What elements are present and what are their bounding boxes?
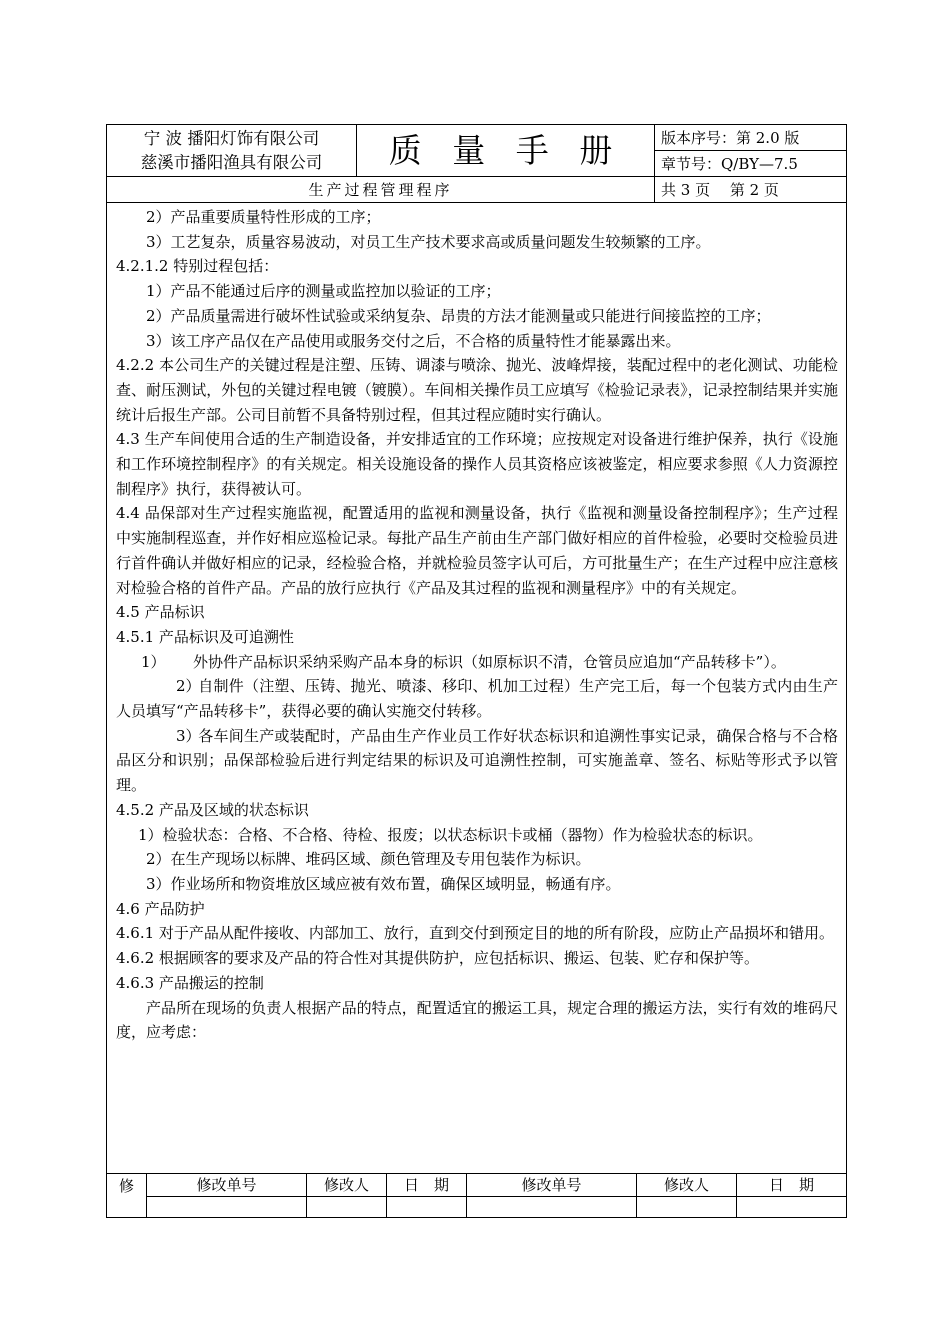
paragraph: 4.3 生产车间使用合适的生产制造设备，并安排适宜的工作环境；应按规定对设备进行维护保养，执行《设施和工作环境控制程序》的有关规定。相关设施设备的操作人员其资格应该被鉴定，相应要求参照《人力资源控制程序》执行，获得被认可。 bbox=[116, 430, 838, 498]
document-page bbox=[106, 124, 847, 1218]
revision-col-reviser-2: 修改人 bbox=[637, 1173, 737, 1197]
list-item bbox=[116, 674, 838, 723]
paragraph: 产品所在现场的负责人根据产品的特点，配置适宜的搬运工具，规定合理的搬运方法，实行有效的堆码尺度，应考虑： bbox=[116, 998, 838, 1042]
section-heading: 4.5.1 产品标识及可追溯性 bbox=[116, 627, 294, 646]
revision-cell bbox=[387, 1197, 467, 1218]
revision-col-date: 日 期 bbox=[387, 1173, 467, 1197]
paragraph: 1）产品不能通过后序的测量或监控加以验证的工序； bbox=[146, 282, 501, 301]
company-names bbox=[107, 125, 357, 177]
section-heading: 4.5.2 产品及区域的状态标识 bbox=[116, 800, 309, 819]
revision-col-order-no-2: 修改单号 bbox=[467, 1173, 637, 1197]
paragraph: 2）产品质量需进行破坏性试验或采纳复杂、昂贵的方法才能测量或只能进行间接监控的工序； bbox=[146, 306, 771, 325]
revision-cell bbox=[637, 1197, 737, 1218]
company-line-1: 宁 波 播阳灯饰有限公司 bbox=[143, 129, 320, 148]
paragraph: 3）该工序产品仅在产品使用或服务交付之后，不合格的质量特性才能暴露出来。 bbox=[146, 331, 681, 350]
paragraph: 3）工艺复杂，质量容易波动，对员工生产技术要求高或质量问题发生较频繁的工序。 bbox=[146, 232, 711, 251]
version-number: 版本序号：第 2.0 版 bbox=[655, 125, 846, 151]
revision-cell bbox=[147, 1197, 307, 1218]
revision-col-reviser: 修改人 bbox=[307, 1173, 387, 1197]
paragraph: 4.6.2 根据顾客的要求及产品的符合性对其提供防护，应包括标识、搬运、包装、贮存和保护等。 bbox=[116, 949, 759, 968]
company-line-2: 慈溪市播阳渔具有限公司 bbox=[140, 153, 323, 172]
list-number: 1） bbox=[141, 652, 166, 671]
section-heading: 4.5 产品标识 bbox=[116, 603, 205, 622]
list-text: 自制件（注塑、压铸、抛光、喷漆、移印、机加工过程）生产完工后，每一个包装方式内由生产人员填写“产品转移卡”，获得必要的确认实施交付转移。 bbox=[116, 677, 838, 721]
chapter-number: 章节号：Q/BY—7.5 bbox=[655, 151, 846, 177]
revision-table bbox=[107, 1173, 846, 1218]
section-heading: 4.2.1.2 特别过程包括： bbox=[116, 257, 279, 276]
paragraph: 4.2.2 本公司生产的关键过程是注塑、压铸、调漆与喷涂、抛光、波峰焊接，装配过程中的老化测试、功能检查、耐压测试，外包的关键过程电镀（镀膜）。车间相关操作员工应填写《检验记录表》，记录控制结果并实施统计后报生产部。公司目前暂不具备特别过程，但其过程应随时实行确认。 bbox=[116, 356, 838, 424]
page-count: 共 3 页 第 2 页 bbox=[655, 177, 846, 203]
list-number: 3） bbox=[176, 726, 201, 745]
procedure-title: 生产过程管理程序 bbox=[107, 177, 655, 203]
paragraph: 2）产品重要质量特性形成的工序； bbox=[146, 208, 381, 226]
header-table bbox=[107, 125, 846, 205]
section-heading: 4.6.3 产品搬运的控制 bbox=[116, 973, 264, 992]
paragraph: 3）作业场所和物资堆放区域应被有效布置，确保区域明显，畅通有序。 bbox=[146, 874, 621, 893]
list-item bbox=[116, 650, 838, 675]
paragraph: 4.4 品保部对生产过程实施监视，配置适用的监视和测量设备，执行《监视和测量设备控制程序》；生产过程中实施制程巡查，并作好相应巡检记录。每批产品生产前由生产部门做好相应的首件检验，必要时交检验员进行首件确认并做好相应的记录，经检验合格，并就检验员签字认可后，方可批量生产；在生产过程中应注意核对检验合格的首件产品。产品的放行应执行《产品及其过程的监视和测量程序》中的有关规定。 bbox=[116, 504, 838, 597]
revision-cell bbox=[307, 1197, 387, 1218]
revision-col-order-no: 修改单号 bbox=[147, 1173, 307, 1197]
paragraph: 2）在生产现场以标牌、堆码区域、颜色管理及专用包装作为标识。 bbox=[146, 850, 591, 869]
list-number: 2） bbox=[176, 677, 201, 696]
document-body bbox=[116, 205, 838, 1045]
revision-col-rev: 修 bbox=[107, 1173, 147, 1218]
paragraph: 1）检验状态：合格、不合格、待检、报废；以状态标识卡或桶（器物）作为检验状态的标识。 bbox=[138, 825, 763, 844]
list-text: 外协件产品标识采纳采购产品本身的标识（如原标识不清，仓管员应追加“产品转移卡”）。 bbox=[193, 652, 786, 671]
revision-cell bbox=[467, 1197, 637, 1218]
list-text: 各车间生产或装配时，产品由生产作业员工作好状态标识和追溯性事实记录，确保合格与不合格品区分和识别；品保部检验后进行判定结果的标识及可追溯性控制，可实施盖章、签名、标贴等形式予以管理。 bbox=[116, 726, 838, 795]
section-heading: 4.6 产品防护 bbox=[116, 899, 205, 918]
paragraph: 4.6.1 对于产品从配件接收、内部加工、放行，直到交付到预定目的地的所有阶段，应防止产品损坏和错用。 bbox=[116, 924, 834, 943]
list-item bbox=[116, 724, 838, 798]
manual-title: 质 量 手 册 bbox=[357, 125, 655, 177]
revision-col-date-2: 日 期 bbox=[737, 1173, 846, 1197]
